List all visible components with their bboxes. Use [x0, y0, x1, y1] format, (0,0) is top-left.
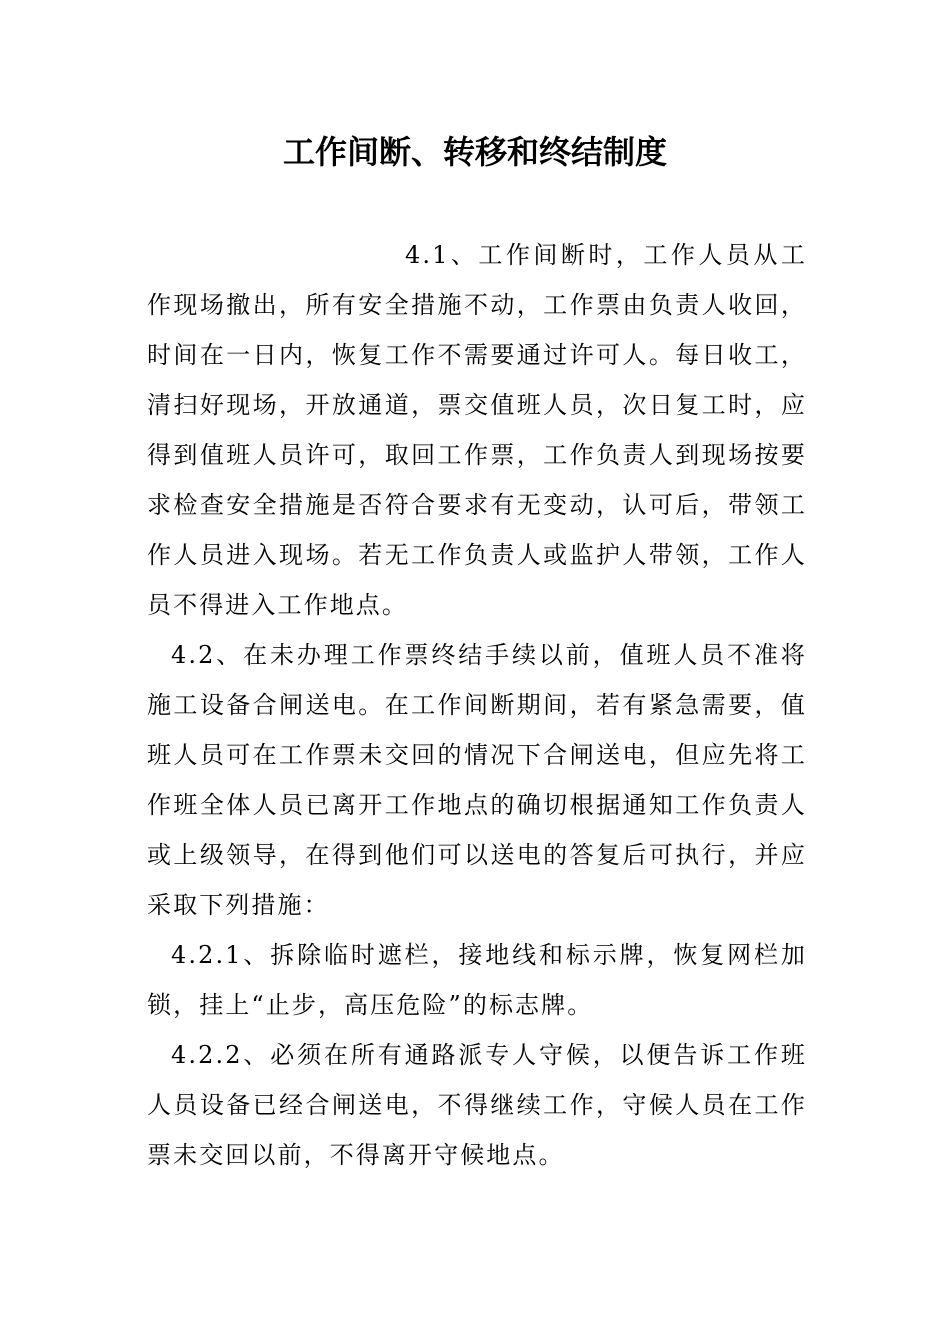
document-body	[147, 230, 807, 1180]
paragraph-4-2: 4.2、在未办理工作票终结手续以前，值班人员不准将施工设备合闸送电。在工作间断期间，若有紧急需要，值班人员可在工作票未交回的情况下合闸送电，但应先将工作班全体人员已离开工作地点的确切根据通知工作负责人或上级领导，在得到他们可以送电的答复后可执行，并应采取下列措施：	[147, 641, 807, 919]
document-title: 工作间断、转移和终结制度	[282, 133, 667, 171]
paragraph-4-1: 4.1、工作间断时，工作人员从工作现场撤出，所有安全措施不动，工作票由负责人收回，时间在一日内，恢复工作不需要通过许可人。每日收工，清扫好现场，开放通道，票交值班人员，次日复工时，应得到值班人员许可，取回工作票，工作负责人到现场按要求检查安全措施是否符合要求有无变动，认可后，带领工作人员进入现场。若无工作负责人或监护人带领，工作人员不得进入工作地点。	[147, 241, 807, 619]
paragraph-4-2-1: 4.2.1、拆除临时遮栏，接地线和标示牌，恢复网栏加锁，挂上“止步，高压危险”的标志牌。	[147, 941, 807, 1019]
paragraph-4-2-2: 4.2.2、必须在所有通路派专人守候，以便告诉工作班人员设备已经合闸送电，不得继续工作，守候人员在工作票未交回以前，不得离开守候地点。	[147, 1041, 807, 1169]
